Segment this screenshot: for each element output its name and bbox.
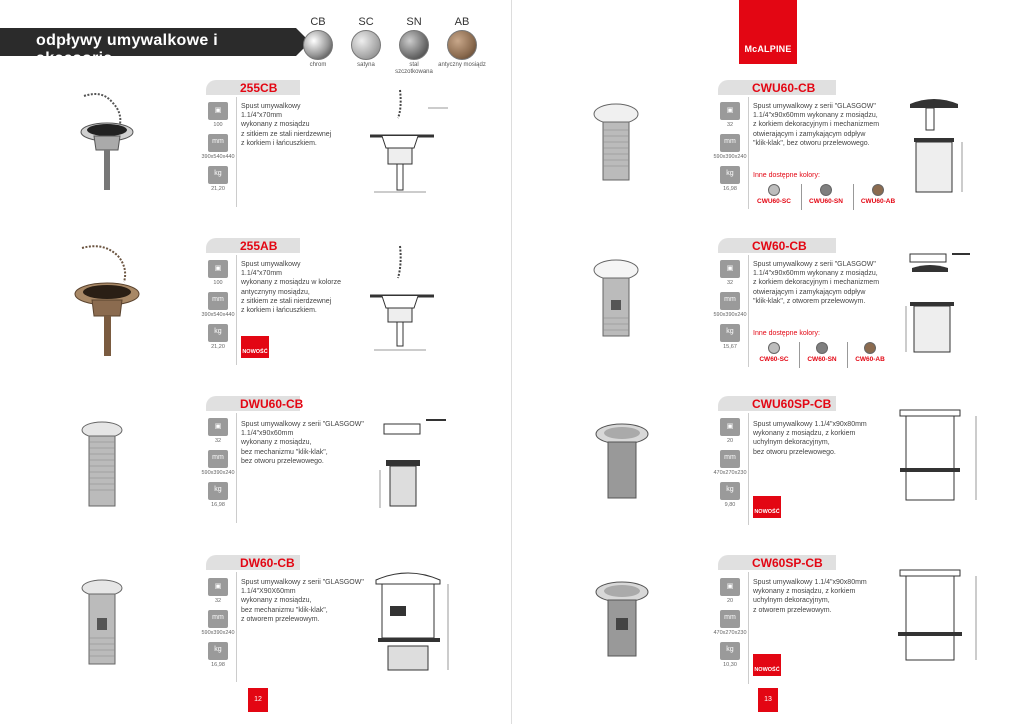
box-size: 590x390x240 bbox=[201, 470, 235, 476]
finish-code: AB bbox=[454, 16, 470, 28]
product-description: Spust umywalkowy 1.1/4"x90x80mm wykonany z mosiądzu, z korkiem uchylnym dekoracyjnym, z otworem przelewowym. bbox=[753, 579, 867, 614]
brand-logo-text: McALPINE bbox=[744, 44, 792, 54]
technical-drawing bbox=[368, 566, 458, 680]
color-swatch bbox=[768, 184, 780, 196]
weight-icon: kg bbox=[208, 324, 228, 342]
finish-sc bbox=[342, 16, 390, 69]
weight: 21,20 bbox=[211, 186, 225, 192]
color-option-label: CWU60-SC bbox=[757, 198, 791, 205]
box-size: 590x390x240 bbox=[201, 630, 235, 636]
color-option-label: CWU60-AB bbox=[860, 198, 896, 205]
product-photo-hinged-plug-waste bbox=[592, 578, 652, 664]
finish-sn bbox=[390, 16, 438, 76]
product-specs bbox=[711, 418, 749, 514]
finish-code: SC bbox=[358, 16, 374, 28]
finish-swatch-brushed-steel bbox=[399, 30, 429, 60]
box-size: 590x390x240 bbox=[713, 312, 747, 318]
box-size: 470x270x230 bbox=[713, 630, 747, 636]
box-icon: ▣ bbox=[208, 260, 228, 278]
box-icon: ▣ bbox=[720, 260, 740, 278]
weight: 10,30 bbox=[723, 662, 737, 668]
product-photo-click-clack-waste bbox=[592, 100, 640, 186]
dimensions-icon: mm bbox=[208, 450, 228, 468]
product-photo-plug-chain-brass bbox=[64, 244, 150, 358]
pack-qty: 100 bbox=[213, 280, 223, 286]
section-title: odpływy umywalkowe i akcesoria bbox=[36, 32, 219, 67]
box-size: 470x270x230 bbox=[713, 470, 747, 476]
product-specs bbox=[199, 102, 237, 198]
pack-qty: 32 bbox=[726, 280, 734, 286]
box-icon: ▣ bbox=[208, 418, 228, 436]
page-number: 13 bbox=[758, 688, 778, 712]
pack-qty: 32 bbox=[214, 598, 222, 604]
more-colors-label: Inne dostępne kolory: bbox=[753, 172, 820, 179]
technical-drawing bbox=[368, 244, 460, 356]
finish-caption: antyczny mosiądz bbox=[438, 62, 486, 68]
color-option bbox=[854, 184, 902, 205]
product-description: Spust umywalkowy 1.1/4"x70mm wykonany z mosiądzu z sitkiem ze stali nierdzewnej z korkiem i łańcuszkiem. bbox=[241, 103, 332, 147]
color-swatch bbox=[816, 342, 828, 354]
dimensions-icon: mm bbox=[720, 450, 740, 468]
weight: 21,20 bbox=[211, 344, 225, 350]
weight-icon: kg bbox=[720, 482, 740, 500]
product-specs bbox=[199, 578, 237, 674]
weight: 9,80 bbox=[724, 502, 736, 508]
technical-drawing bbox=[368, 88, 460, 198]
color-option bbox=[750, 342, 798, 363]
finish-swatch-satin bbox=[351, 30, 381, 60]
color-swatch bbox=[864, 342, 876, 354]
box-icon: ▣ bbox=[720, 578, 740, 596]
finish-caption: stal szczotkowana bbox=[395, 62, 433, 75]
product-specs bbox=[199, 418, 237, 514]
product-description: Spust umywalkowy z serii "GLASGOW" 1.1/4"X90X60mm wykonany z mosiądzu, bez mechanizmu "klik-klak", z otworem przelewowym. bbox=[241, 579, 364, 623]
product-description: Spust umywalkowy 1.1/4"x70mm wykonany z mosiądzu w kolorze antycznyny mosiądzu, z sitkiem ze stali nierdzewnej z korkiem i łańcuszkiem. bbox=[241, 261, 341, 315]
color-option bbox=[798, 342, 846, 363]
technical-drawing bbox=[888, 400, 988, 516]
color-option-label: CW60-AB bbox=[855, 356, 885, 363]
technical-drawing bbox=[376, 414, 452, 520]
product-description: Spust umywalkowy z serii "GLASGOW" 1.1/4"x90x60mm wykonany z mosiądzu, z korkiem dekoracyjnym i mechanizmem otwierającym i zamykającym odpływ "klik-klak", z otworem przelewowym. bbox=[753, 261, 880, 305]
product-specs bbox=[199, 260, 237, 356]
technical-drawing bbox=[904, 90, 976, 202]
weight-icon: kg bbox=[208, 482, 228, 500]
box-icon: ▣ bbox=[720, 102, 740, 120]
pack-qty: 20 bbox=[726, 438, 734, 444]
finish-ab bbox=[438, 16, 486, 69]
dimensions-icon: mm bbox=[720, 134, 740, 152]
weight-icon: kg bbox=[720, 324, 740, 342]
product-specs bbox=[711, 102, 749, 198]
new-badge: NOWOŚĆ bbox=[753, 496, 781, 518]
technical-drawing bbox=[888, 560, 988, 676]
weight-icon: kg bbox=[720, 642, 740, 660]
product-code: CWU60-CB bbox=[752, 81, 816, 95]
product-photo-plug-chain-chrome bbox=[72, 92, 142, 192]
box-size: 390x540x440 bbox=[201, 154, 235, 160]
weight: 16,98 bbox=[211, 502, 225, 508]
product-code: CWU60SP-CB bbox=[752, 397, 832, 411]
more-colors-label: Inne dostępne kolory: bbox=[753, 330, 820, 337]
color-swatch bbox=[820, 184, 832, 196]
product-photo-hinged-plug-waste bbox=[592, 420, 652, 506]
product-code: 255CB bbox=[240, 81, 278, 95]
weight-icon: kg bbox=[208, 166, 228, 184]
section-header bbox=[0, 28, 296, 67]
product-code: DWU60-CB bbox=[240, 397, 304, 411]
product-photo-waste-chrome bbox=[80, 420, 124, 512]
pack-qty: 32 bbox=[214, 438, 222, 444]
box-icon: ▣ bbox=[720, 418, 740, 436]
box-size: 590x390x240 bbox=[713, 154, 747, 160]
weight: 16,98 bbox=[211, 662, 225, 668]
color-option bbox=[802, 184, 850, 205]
product-photo-click-clack-waste bbox=[592, 256, 640, 342]
product-code: CW60-CB bbox=[752, 239, 807, 253]
weight-icon: kg bbox=[720, 166, 740, 184]
product-specs bbox=[711, 260, 749, 356]
color-option bbox=[846, 342, 894, 363]
color-option-label: CW60-SN bbox=[807, 356, 837, 363]
product-description: Spust umywalkowy z serii "GLASGOW" 1.1/4"x90x60mm wykonany z mosiądzu, z korkiem dekoracyjnym i mechanizmem otwierającym i zamykającym odpływ "klik-klak", bez otworu przelewowego. bbox=[753, 103, 880, 147]
finish-code: SN bbox=[406, 16, 422, 28]
weight-icon: kg bbox=[208, 642, 228, 660]
product-code: 255AB bbox=[240, 239, 278, 253]
finish-cb bbox=[294, 16, 342, 69]
dimensions-icon: mm bbox=[720, 610, 740, 628]
color-swatch bbox=[872, 184, 884, 196]
color-option bbox=[750, 184, 798, 205]
pack-qty: 32 bbox=[726, 122, 734, 128]
product-specs bbox=[711, 578, 749, 674]
finish-caption: chrom bbox=[309, 62, 327, 68]
box-icon: ▣ bbox=[208, 578, 228, 596]
weight: 16,98 bbox=[723, 186, 737, 192]
box-size: 390x540x440 bbox=[201, 312, 235, 318]
product-description: Spust umywalkowy 1.1/4"x90x80mm wykonany z mosiądzu, z korkiem uchylnym dekoracyjnym, bez otworu przelewowego. bbox=[753, 421, 867, 456]
technical-drawing bbox=[904, 246, 976, 366]
weight: 15,67 bbox=[723, 344, 737, 350]
product-photo-waste-chrome bbox=[80, 578, 124, 670]
dimensions-icon: mm bbox=[208, 292, 228, 310]
new-badge: NOWOŚĆ bbox=[753, 654, 781, 676]
dimensions-icon: mm bbox=[208, 134, 228, 152]
product-code: DW60-CB bbox=[240, 556, 295, 570]
finish-code: CB bbox=[310, 16, 326, 28]
color-swatch bbox=[768, 342, 780, 354]
finish-swatch-chrome bbox=[303, 30, 333, 60]
pack-qty: 20 bbox=[726, 598, 734, 604]
dimensions-icon: mm bbox=[720, 292, 740, 310]
dimensions-icon: mm bbox=[208, 610, 228, 628]
finish-caption: satyna bbox=[357, 62, 375, 68]
color-option-label: CWU60-SN bbox=[809, 198, 843, 205]
right-page bbox=[512, 0, 1024, 724]
product-code: CW60SP-CB bbox=[752, 556, 823, 570]
box-icon: ▣ bbox=[208, 102, 228, 120]
color-option-label: CW60-SC bbox=[759, 356, 789, 363]
finish-swatch-antique-brass bbox=[447, 30, 477, 60]
pack-qty: 100 bbox=[213, 122, 223, 128]
brand-logo bbox=[739, 0, 797, 64]
product-description: Spust umywalkowy z serii "GLASGOW" 1.1/4"x90x60mm wykonany z mosiądzu, bez mechanizmu "klik-klak", bez otworu przelewowego. bbox=[241, 421, 364, 465]
page-number: 12 bbox=[248, 688, 268, 712]
new-badge: NOWOŚĆ bbox=[241, 336, 269, 358]
